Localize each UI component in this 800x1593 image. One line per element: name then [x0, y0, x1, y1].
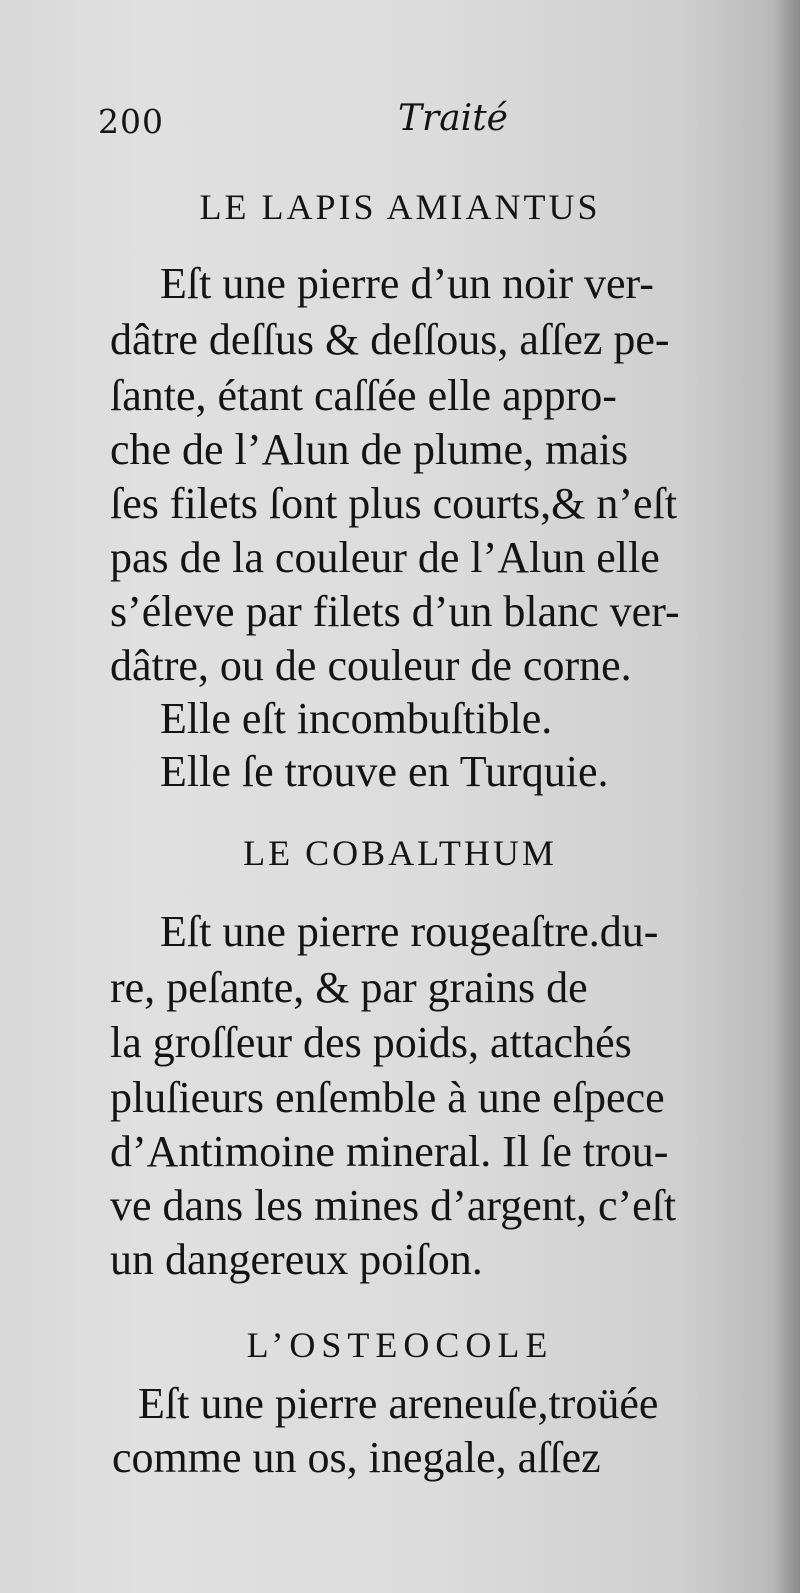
text-line: dâtre, ou de couleur de corne. [110, 641, 632, 690]
section-heading: L’OSTEOCOLE [246, 1325, 554, 1365]
text-line: Elle ſe trouve en Turquie. [160, 747, 609, 796]
running-head [98, 98, 658, 141]
text-line: un dangereux poiſon. [110, 1235, 483, 1284]
running-title: Traité [398, 98, 508, 139]
page-number: 200 [98, 102, 164, 141]
text-line: Eſt une pierre areneuſe,troüée [138, 1379, 659, 1428]
text-line: dâtre deſſus & deſſous, aſſez pe- [110, 315, 670, 364]
text-line: Eſt une pierre d’un noir ver- [160, 259, 654, 308]
text-line: pas de la couleur de l’Alun elle [110, 533, 660, 582]
text-line: ſante, étant caſſée elle appro- [110, 371, 617, 420]
text-line: ſes filets ſont plus courts,& n’eſt [110, 479, 678, 528]
text-line: d’Antimoine mineral. Il ſe trou- [110, 1127, 669, 1176]
text-line: pluſieurs enſemble à une eſpece [110, 1073, 665, 1122]
text-line: re, peſante, & par grains de [110, 963, 588, 1012]
text-line: Eſt une pierre rougeaſtre.du- [160, 907, 659, 956]
section-heading: LE COBALTHUM [243, 833, 557, 873]
text-line: Elle eſt incombuſtible. [160, 694, 553, 743]
text-line: che de l’Alun de plume, mais [110, 425, 629, 474]
text-line: ve dans les mines d’argent, c’eſt [110, 1181, 677, 1230]
text-line: s’éleve par filets d’un blanc ver- [110, 587, 680, 636]
text-line: la groſſeur des poids, attachés [110, 1018, 632, 1067]
section-heading: LE LAPIS AMIANTUS [199, 187, 601, 227]
text-line: comme un os, inegale, aſſez [112, 1433, 601, 1482]
